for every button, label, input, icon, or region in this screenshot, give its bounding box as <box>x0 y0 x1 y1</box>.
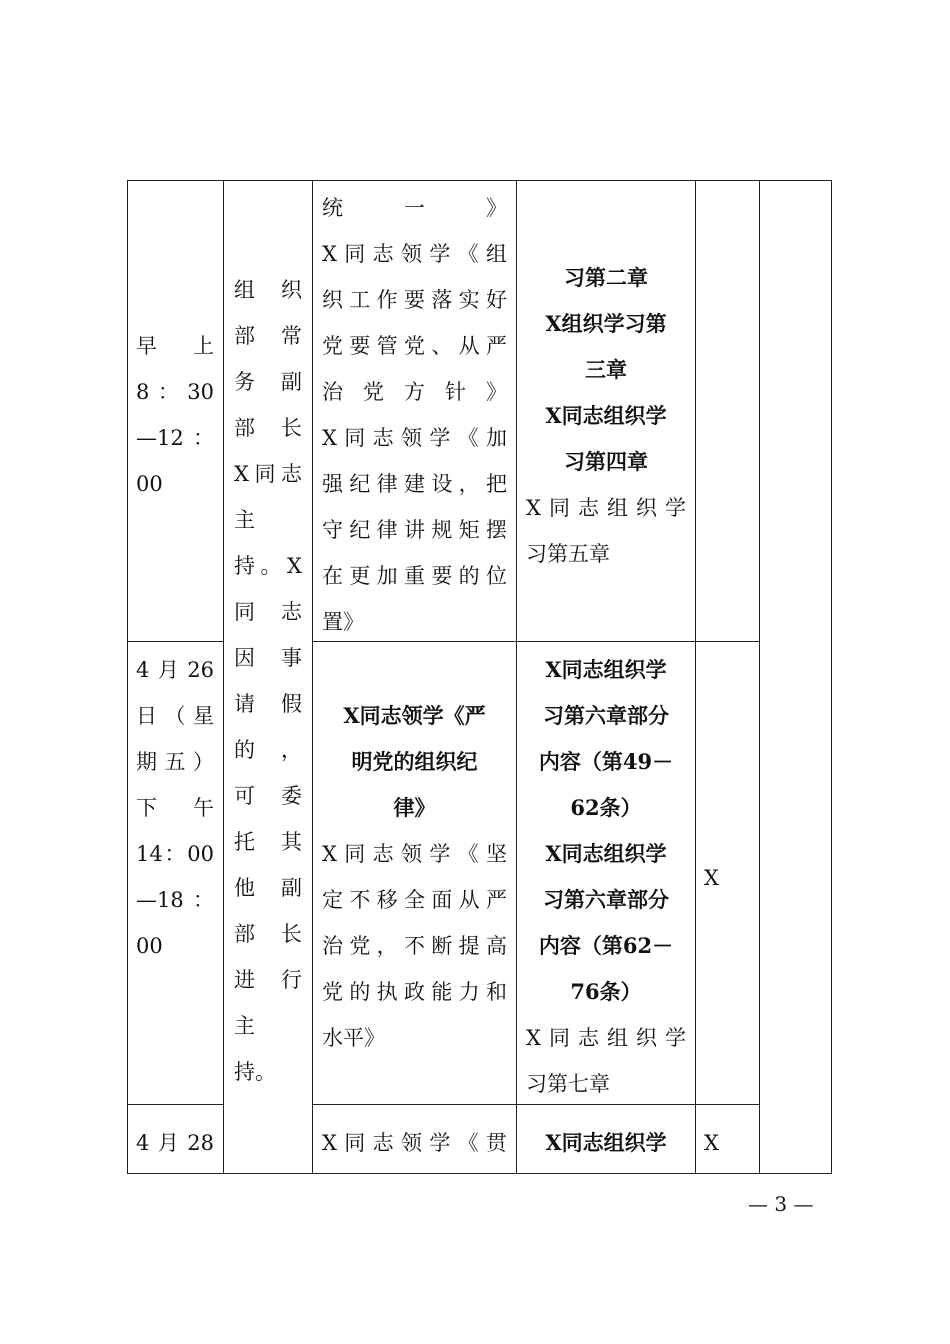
text-line: 4月26 <box>136 658 214 682</box>
text-line: 8：30 <box>136 380 214 404</box>
time-text-row3: 4月28 <box>136 1131 214 1155</box>
text-line: 主 <box>234 508 255 532</box>
text-line: 强纪律建设，把 <box>322 472 507 496</box>
text-line: 定不移全面从严 <box>322 888 507 912</box>
text-line: 部常 <box>234 324 302 348</box>
text-line: 00 <box>136 934 163 958</box>
content-text-row2 <box>322 693 507 1061</box>
time-text-row1 <box>136 323 214 507</box>
text-line: 三章 <box>585 357 627 382</box>
time-text-row2 <box>136 647 214 969</box>
text-line: 内容（第49－ <box>538 749 674 774</box>
text-line: 习第六章部分 <box>543 887 669 912</box>
text-line: 的， <box>234 738 302 762</box>
text-line: 习第七章 <box>526 1072 610 1096</box>
text-line: X同志 <box>234 462 302 486</box>
text-line: 习第五章 <box>526 542 610 566</box>
text-line: X同志领学《加 <box>322 426 507 450</box>
text-line: 守纪律讲规矩摆 <box>322 518 507 542</box>
text-line: 持。X <box>234 554 302 578</box>
text-line: 部长 <box>234 922 302 946</box>
text-line: 62条） <box>570 795 642 820</box>
text-line: 日（星 <box>136 704 214 728</box>
text-line: 进行 <box>234 968 302 992</box>
cell-remarks <box>759 180 832 1174</box>
text-line: 期五） <box>136 750 214 774</box>
text-line: 习第六章部分 <box>543 703 669 728</box>
text-line: 治党方针》 <box>322 380 507 404</box>
text-line: X同志领学《坚 <box>322 842 507 866</box>
text-line: —12： <box>136 426 214 450</box>
person-text-row2: X <box>704 866 719 890</box>
text-line: 部长 <box>234 416 302 440</box>
cell-person-row1 <box>695 180 760 642</box>
text-line: 务副 <box>234 370 302 394</box>
study-text-row2 <box>526 647 686 1107</box>
text-line: 主 <box>234 1014 255 1038</box>
text-line: 可委 <box>234 784 302 808</box>
text-line: 14：00 <box>136 842 214 866</box>
text-line: 在更加重要的位 <box>322 564 507 588</box>
text-line: 党要管党、从严 <box>322 334 507 358</box>
text-line: 因事 <box>234 646 302 670</box>
text-line: X同志组织学 <box>545 657 667 682</box>
text-line: 请假 <box>234 692 302 716</box>
text-line: 下午 <box>136 796 214 820</box>
host-text <box>234 267 302 1095</box>
text-line: X同志领学《严 <box>343 703 486 728</box>
text-line: 托其 <box>234 830 302 854</box>
text-line: 他副 <box>234 876 302 900</box>
text-line: 治党，不断提高 <box>322 934 507 958</box>
study-text-row3: X同志组织学 <box>545 1130 667 1155</box>
text-line: X同志领学《组 <box>322 242 507 266</box>
content-text-row1 <box>322 185 507 645</box>
text-line: —18： <box>136 888 214 912</box>
text-line: 明党的组织纪 <box>351 749 478 774</box>
page-number: — 3 — <box>748 1192 814 1216</box>
text-line: 内容（第62－ <box>538 933 674 958</box>
text-line: 统一》 <box>322 196 507 220</box>
study-text-row1 <box>526 255 686 577</box>
text-line: 置》 <box>322 610 364 634</box>
text-line: 律》 <box>393 795 436 820</box>
text-line: 同志 <box>234 600 302 624</box>
text-line: X同志组织学 <box>545 403 667 428</box>
text-line: X同志组织学 <box>526 496 686 520</box>
text-line: 织工作要落实好 <box>322 288 507 312</box>
text-line: 早上 <box>136 334 214 358</box>
text-line: X同志组织学 <box>545 841 667 866</box>
text-line: 党的执政能力和 <box>322 980 507 1004</box>
text-line: 00 <box>136 472 163 496</box>
text-line: 组织 <box>234 278 302 302</box>
text-line: 习第二章 <box>564 265 648 290</box>
text-line: 76条） <box>570 979 642 1004</box>
text-line: 水平》 <box>322 1026 385 1050</box>
text-line: 持。 <box>234 1060 276 1084</box>
person-text-row3: X <box>704 1131 719 1155</box>
content-text-row3: X同志领学《贯 <box>322 1131 507 1155</box>
text-line: X组织学习第 <box>545 311 667 336</box>
text-line: 习第四章 <box>564 449 648 474</box>
text-line: X同志组织学 <box>526 1026 686 1050</box>
